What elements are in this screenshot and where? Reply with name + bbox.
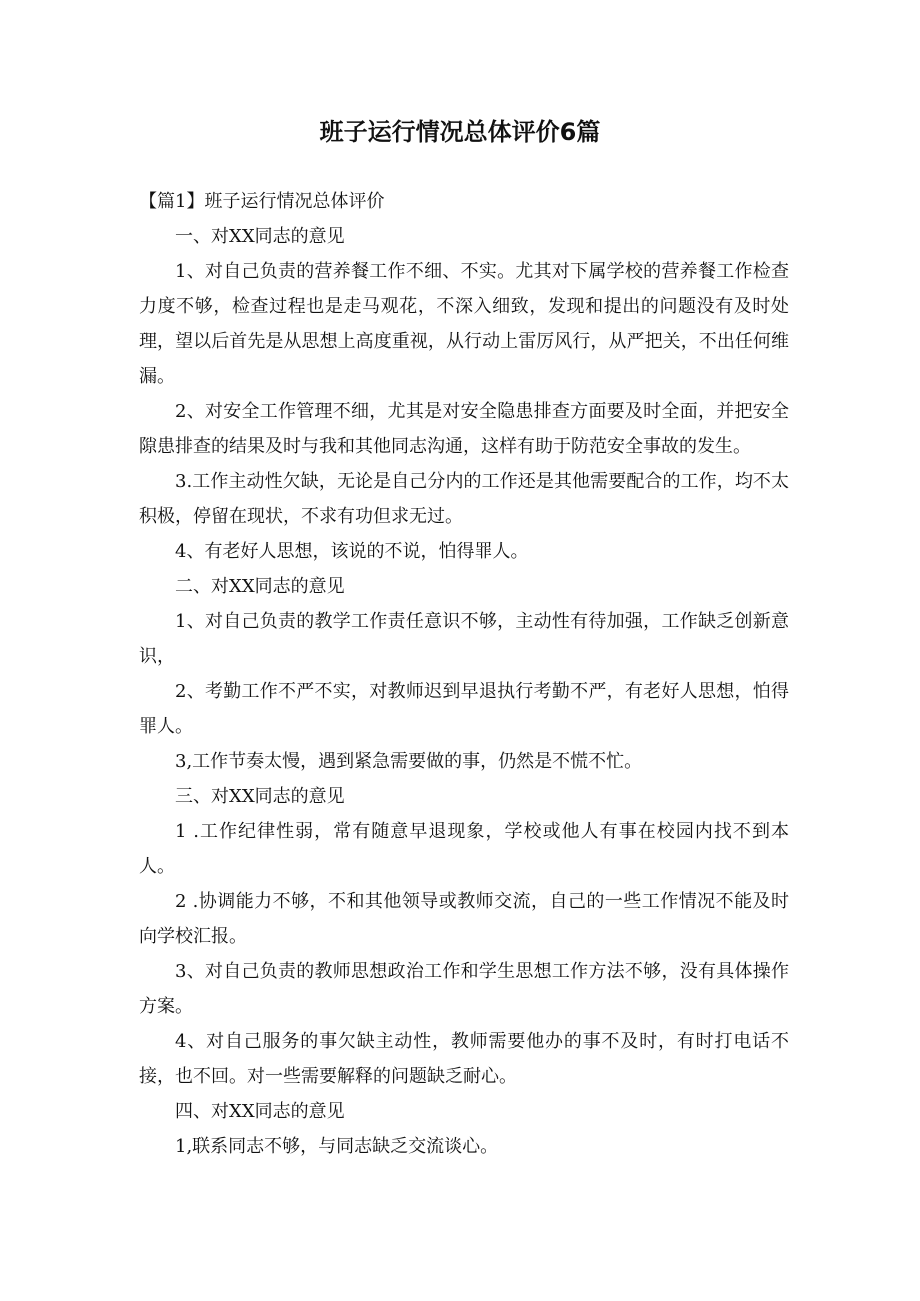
section-heading: 四、对XX同志的意见 bbox=[175, 1101, 345, 1122]
paragraph: 1 .工作纪律性弱，常有随意早退现象，学校或他人有事在校园内找不到本人。 bbox=[139, 821, 789, 877]
paragraph: 1,联系同志不够，与同志缺乏交流谈心。 bbox=[175, 1136, 499, 1157]
section-heading: 三、对XX同志的意见 bbox=[175, 786, 345, 807]
paragraph: 4、对自己服务的事欠缺主动性，教师需要他办的事不及时，有时打电话不接，也不回。对一些需要解释的问题缺乏耐心。 bbox=[139, 1031, 789, 1087]
page-title: 班子运行情况总体评价6篇 bbox=[319, 118, 601, 146]
chapter-heading: 【篇1】班子运行情况总体评价 bbox=[139, 191, 385, 212]
paragraph: 3、对自己负责的教师思想政治工作和学生思想工作方法不够，没有具体操作方案。 bbox=[139, 961, 789, 1017]
section-heading: 一、对XX同志的意见 bbox=[175, 226, 345, 247]
paragraph: 1、对自己负责的教学工作责任意识不够，主动性有待加强，工作缺乏创新意识， bbox=[139, 611, 789, 667]
paragraph: 4、有老好人思想，该说的不说，怕得罪人。 bbox=[175, 541, 529, 562]
paragraph: 2、对安全工作管理不细，尤其是对安全隐患排查方面要及时全面，并把安全隙患排查的结果及时与我和其他同志沟通，这样有助于防范安全事故的发生。 bbox=[139, 401, 789, 457]
section-heading: 二、对XX同志的意见 bbox=[175, 576, 345, 597]
paragraph: 2 .协调能力不够，不和其他领导或教师交流，自己的一些工作情况不能及时向学校汇报。 bbox=[139, 891, 789, 947]
paragraph: 3,工作节奏太慢，遇到紧急需要做的事，仍然是不慌不忙。 bbox=[175, 751, 643, 772]
paragraph: 2、考勤工作不严不实，对教师迟到早退执行考勤不严，有老好人思想，怕得罪人。 bbox=[139, 681, 789, 737]
paragraph: 1、对自己负责的营养餐工作不细、不实。尤其对下属学校的营养餐工作检查力度不够，检查过程也是走马观花，不深入细致，发现和提出的问题没有及时处理，望以后首先是从思想上高度重视，从行动上雷厉风行，从严把关，不出任何维漏。 bbox=[139, 261, 789, 387]
paragraph: 3.工作主动性欠缺，无论是自己分内的工作还是其他需要配合的工作，均不太积极，停留在现状，不求有功但求无过。 bbox=[139, 471, 789, 527]
document-body bbox=[139, 184, 789, 1164]
